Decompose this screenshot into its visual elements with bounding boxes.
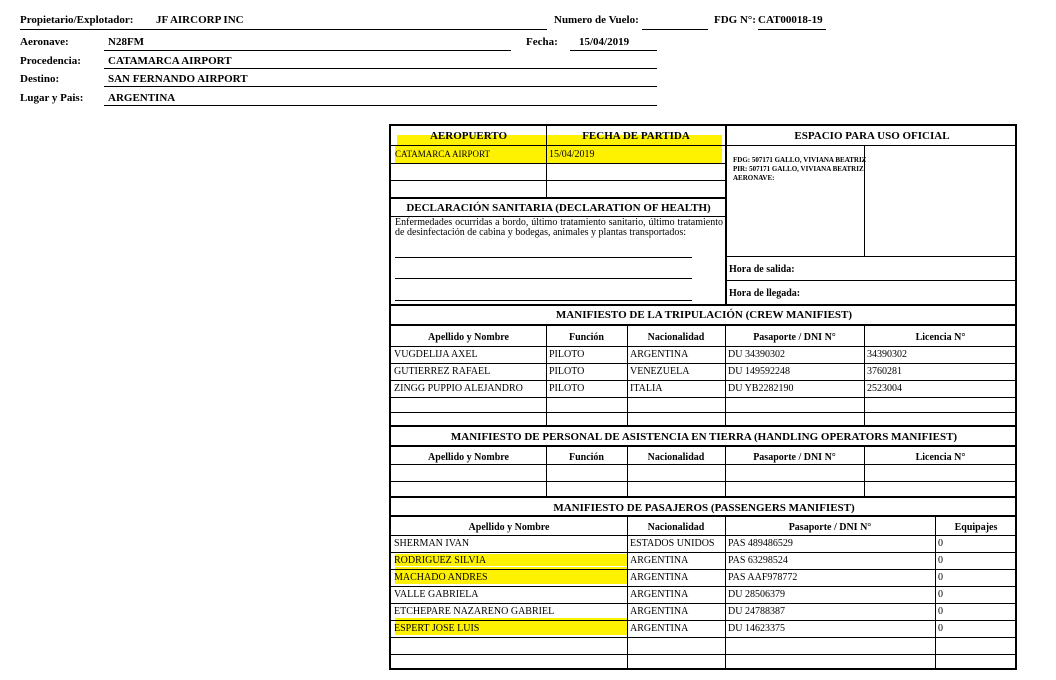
passenger-cell-equipajes: 0 [938, 606, 943, 617]
handling-header-name: Apellido y Nombre [428, 452, 509, 463]
passenger-cell-pasaporte: PAS 489486529 [728, 538, 793, 549]
passengers-header-nacionalidad: Nacionalidad [647, 522, 705, 533]
passenger-cell-name: MACHADO ANDRES [394, 572, 488, 583]
crew-cell-nacionalidad: ARGENTINA [630, 349, 689, 360]
passengers-title: MANIFIESTO DE PASAJEROS (PASSENGERS MANIFIEST) [553, 502, 855, 514]
departure-col-airport: AEROPUERTO [429, 130, 508, 142]
crew-cell-funcion: PILOTO [549, 366, 585, 377]
passenger-cell-nacionalidad: ARGENTINA [630, 555, 689, 566]
departure-date-value: 15/04/2019 [549, 149, 595, 160]
passenger-cell-name: SHERMAN IVAN [394, 538, 470, 549]
passenger-cell-equipajes: 0 [938, 572, 943, 583]
propietario-label: Propietario/Explotador: [20, 14, 134, 26]
passenger-cell-name: ETCHEPARE NAZARENO GABRIEL [394, 606, 555, 617]
fecha-value: 15/04/2019 [579, 36, 630, 48]
passenger-cell-pasaporte: PAS AAF978772 [728, 572, 798, 583]
handling-header-pasaporte: Pasaporte / DNI N° [753, 452, 836, 463]
vuelo-label: Numero de Vuelo: [554, 14, 639, 26]
passenger-cell-name: ESPERT JOSE LUIS [394, 623, 480, 634]
departure-col-date: FECHA DE PARTIDA [582, 130, 690, 142]
lugar-label: Lugar y Pais: [20, 92, 84, 104]
official-salida-label: Hora de salida: [729, 264, 795, 275]
crew-cell-pasaporte: DU 34390302 [728, 349, 785, 360]
crew-cell-licencia: 3760281 [867, 366, 902, 377]
departure-airport-value: CATAMARCA AIRPORT [395, 149, 491, 159]
crew-header-pasaporte: Pasaporte / DNI N° [753, 332, 836, 343]
passenger-cell-equipajes: 0 [938, 623, 943, 634]
official-pir-line: PIR: 507171 GALLO, VIVIANA BEATRIZ [733, 165, 864, 173]
passenger-cell-name: RODRIGUEZ SILVIA [394, 555, 487, 566]
crew-cell-nacionalidad: VENEZUELA [630, 366, 690, 377]
crew-cell-pasaporte: DU YB2282190 [728, 383, 794, 394]
procedencia-value: CATAMARCA AIRPORT [108, 55, 232, 67]
health-title: DECLARACIÓN SANITARIA (DECLARATION OF HEALTH) [406, 202, 711, 214]
passenger-cell-equipajes: 0 [938, 589, 943, 600]
procedencia-label: Procedencia: [20, 55, 81, 67]
crew-cell-name: GUTIERREZ RAFAEL [394, 366, 491, 377]
crew-header-name: Apellido y Nombre [428, 332, 509, 343]
fdg-value: CAT00018-19 [758, 14, 823, 26]
fecha-label: Fecha: [526, 36, 558, 48]
crew-cell-name: VUGDELIJA AXEL [394, 349, 478, 360]
passenger-cell-pasaporte: PAS 63298524 [728, 555, 788, 566]
passenger-cell-equipajes: 0 [938, 555, 943, 566]
destino-label: Destino: [20, 73, 60, 85]
crew-cell-funcion: PILOTO [549, 349, 585, 360]
passenger-cell-pasaporte: DU 24788387 [728, 606, 785, 617]
handling-header-nacionalidad: Nacionalidad [647, 452, 705, 463]
propietario-value: JF AIRCORP INC [156, 14, 244, 26]
handling-header-funcion: Función [568, 452, 604, 463]
crew-cell-nacionalidad: ITALIA [630, 383, 663, 394]
official-title: ESPACIO PARA USO OFICIAL [794, 130, 950, 142]
crew-cell-licencia: 34390302 [867, 349, 907, 360]
crew-header-funcion: Función [568, 332, 604, 343]
aeronave-label: Aeronave: [20, 36, 69, 48]
handling-title: MANIFIESTO DE PERSONAL DE ASISTENCIA EN TIERRA (HANDLING OPERATORS MANIFIEST) [450, 431, 958, 443]
passengers-header-pasaporte: Pasaporte / DNI N° [788, 522, 872, 533]
health-text: Enfermedades ocurridas a bordo, último tratamiento sanitario, último tratamiento de desinfectación de cabina y bodegas, animales y plantas transportados: [395, 217, 723, 238]
destino-value: SAN FERNANDO AIRPORT [108, 73, 248, 85]
crew-cell-funcion: PILOTO [549, 383, 585, 394]
crew-title: MANIFIESTO DE LA TRIPULACIÓN (CREW MANIFIEST) [555, 309, 853, 321]
passengers-header-equipajes: Equipajes [954, 522, 998, 533]
crew-header-licencia: Licencia N° [915, 332, 966, 343]
passenger-cell-name: VALLE GABRIELA [394, 589, 479, 600]
aeronave-value: N28FM [108, 36, 145, 48]
passengers-header-name: Apellido y Nombre [468, 522, 550, 533]
crew-header-nacionalidad: Nacionalidad [647, 332, 705, 343]
passenger-cell-nacionalidad: ARGENTINA [630, 572, 689, 583]
lugar-value: ARGENTINA [108, 92, 176, 104]
crew-cell-name: ZINGG PUPPIO ALEJANDRO [394, 383, 523, 394]
handling-header-licencia: Licencia N° [915, 452, 966, 463]
passenger-cell-nacionalidad: ESTADOS UNIDOS [630, 538, 715, 549]
passenger-cell-equipajes: 0 [938, 538, 943, 549]
official-aeronave-line: AERONAVE: [733, 174, 775, 182]
passenger-cell-nacionalidad: ARGENTINA [630, 606, 689, 617]
fdg-label: FDG N°: [714, 14, 756, 26]
official-fdg-line: FDG: 507171 GALLO, VIVIANA BEATRIZ [733, 156, 867, 164]
passenger-cell-nacionalidad: ARGENTINA [630, 589, 689, 600]
crew-cell-licencia: 2523004 [867, 383, 902, 394]
passenger-cell-pasaporte: DU 28506379 [728, 589, 785, 600]
passenger-cell-pasaporte: DU 14623375 [728, 623, 785, 634]
passenger-cell-nacionalidad: ARGENTINA [630, 623, 689, 634]
crew-cell-pasaporte: DU 149592248 [728, 366, 790, 377]
flight-declaration-form [389, 124, 1017, 670]
official-llegada-label: Hora de llegada: [729, 288, 801, 299]
